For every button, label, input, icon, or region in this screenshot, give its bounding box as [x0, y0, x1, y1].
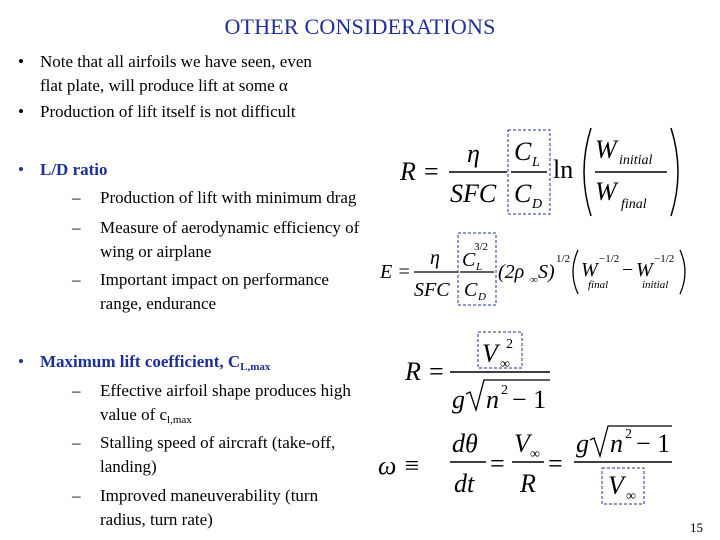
bullet-marker: •: [18, 102, 24, 121]
bullet-3-sub-3-line-1: Important impact on performance: [100, 270, 329, 289]
left-paren: [573, 250, 578, 294]
slide-title: OTHER CONSIDERATIONS: [224, 14, 496, 39]
left-paren: [584, 128, 591, 216]
endurance-half-exponent: 1/2: [556, 253, 571, 265]
sub-bullet-dash: –: [72, 188, 81, 207]
sub-bullet-dash: –: [72, 381, 81, 400]
endurance-w-final-subscript: final: [588, 279, 609, 291]
endurance-eta: η: [430, 247, 440, 269]
range-equation: [395, 122, 695, 222]
sub-bullet-dash: –: [72, 486, 81, 505]
sub-bullet-dash: –: [72, 218, 81, 237]
bullet-4-sub-3-line-2: radius, turn rate): [100, 510, 213, 529]
turn-radius-n: n: [486, 385, 499, 414]
bullet-1-line-1: Note that all airfoils we have seen, even: [40, 52, 312, 71]
bullet-4-sub-1-line-2: [100, 405, 192, 430]
bullet-4-sub-1-line-2-subscript: l,max: [167, 414, 192, 426]
turn-rate-minus-one: − 1: [636, 429, 671, 458]
sub-bullet-dash: –: [72, 433, 81, 452]
turn-rate-v-denominator-inf: ∞: [626, 489, 636, 504]
endurance-rho-inf: ∞: [530, 274, 538, 286]
range-w-final-subscript: final: [621, 197, 647, 212]
turn-radius-v: V: [482, 339, 498, 368]
bullet-2: Production of lift itself is not difficult: [40, 102, 296, 121]
bullet-4-heading-text: Maximum lift coefficient, C: [40, 352, 241, 371]
endurance-cl: C: [462, 249, 476, 271]
endurance-w-initial-subscript: initial: [642, 279, 669, 291]
bullet-4-sub-1-line-2-text: value of c: [100, 405, 168, 424]
bullet-marker: •: [18, 352, 24, 371]
right-paren: [680, 250, 685, 294]
range-cd-subscript: D: [532, 197, 543, 212]
turn-rate-v: V: [514, 429, 530, 458]
bullet-4-sub-3-line-1: Improved maneuverability (turn: [100, 486, 319, 505]
bullet-marker: •: [18, 52, 24, 71]
bullet-4-heading: [40, 352, 270, 377]
turn-rate-v-inf: ∞: [530, 447, 540, 462]
turn-radius-g: g: [452, 385, 465, 414]
turn-radius-v-inf: ∞: [500, 357, 510, 372]
turn-rate-equation: [376, 422, 676, 512]
range-w-initial: W: [595, 135, 617, 164]
turn-rate-dt: dt: [454, 469, 475, 498]
turn-radius-n-exponent: 2: [501, 383, 508, 398]
bullet-3-heading: L/D ratio: [40, 160, 108, 179]
endurance-w-final: W: [581, 259, 598, 281]
endurance-w-final-exponent: −1/2: [599, 253, 620, 265]
turn-radius-lhs: R =: [405, 357, 445, 386]
range-w-initial-subscript: initial: [619, 153, 653, 168]
range-lhs: R =: [400, 157, 440, 186]
sub-bullet-dash: –: [72, 270, 81, 289]
endurance-cl-exponent: 3/2: [474, 241, 489, 253]
turn-rate-v-denominator: V: [608, 471, 624, 500]
endurance-rho-term: (2ρ: [498, 261, 525, 283]
endurance-cl-subscript: L: [476, 261, 483, 273]
turn-rate-dtheta: dθ: [452, 429, 478, 458]
turn-radius-equation: [400, 328, 570, 418]
bullet-4-sub-2-line-1: Stalling speed of aircraft (take-off,: [100, 433, 336, 452]
turn-rate-g: g: [576, 429, 589, 458]
endurance-cd-subscript: D: [478, 291, 486, 303]
bullet-4-sub-1-line-1: Effective airfoil shape produces high: [100, 381, 351, 400]
bullet-3-sub-3-line-2: range, endurance: [100, 294, 217, 313]
turn-rate-n-exponent: 2: [625, 427, 632, 442]
right-paren: [671, 128, 678, 216]
endurance-sfc: SFC: [414, 279, 450, 301]
endurance-minus: −: [622, 259, 634, 281]
endurance-cd: C: [464, 279, 478, 301]
turn-rate-omega: ω ≡: [378, 451, 421, 480]
turn-rate-r: R: [520, 469, 536, 498]
endurance-w-initial-exponent: −1/2: [654, 253, 675, 265]
endurance-lhs: E =: [380, 261, 411, 283]
bullet-3-sub-2-line-2: wing or airplane: [100, 242, 212, 261]
turn-radius-minus-one: − 1: [512, 385, 547, 414]
bullet-3-sub-2-line-1: Measure of aerodynamic efficiency of: [100, 218, 360, 237]
range-sfc: SFC: [450, 179, 497, 208]
bullet-1-line-2: flat plate, will produce lift at some α: [40, 76, 288, 95]
range-cl: C: [514, 137, 532, 166]
turn-radius-v-exponent: 2: [506, 337, 513, 352]
turn-rate-equals-2: =: [548, 449, 563, 478]
page-number: 15: [690, 520, 703, 535]
range-ln: ln: [553, 155, 574, 184]
range-eta: η: [467, 139, 480, 168]
range-cl-subscript: L: [532, 155, 540, 170]
bullet-4-heading-subscript: L,max: [240, 361, 271, 373]
bullet-marker: •: [18, 160, 24, 179]
endurance-w-initial: W: [636, 259, 653, 281]
endurance-equation: [378, 228, 698, 308]
endurance-s-term: S): [538, 261, 555, 283]
range-cd: C: [514, 179, 532, 208]
bullet-4-sub-2-line-2: landing): [100, 457, 157, 476]
bullet-3-sub-1: Production of lift with minimum drag: [100, 188, 357, 207]
turn-rate-equals-1: =: [490, 449, 505, 478]
range-w-final: W: [595, 177, 617, 206]
turn-rate-n: n: [610, 429, 623, 458]
